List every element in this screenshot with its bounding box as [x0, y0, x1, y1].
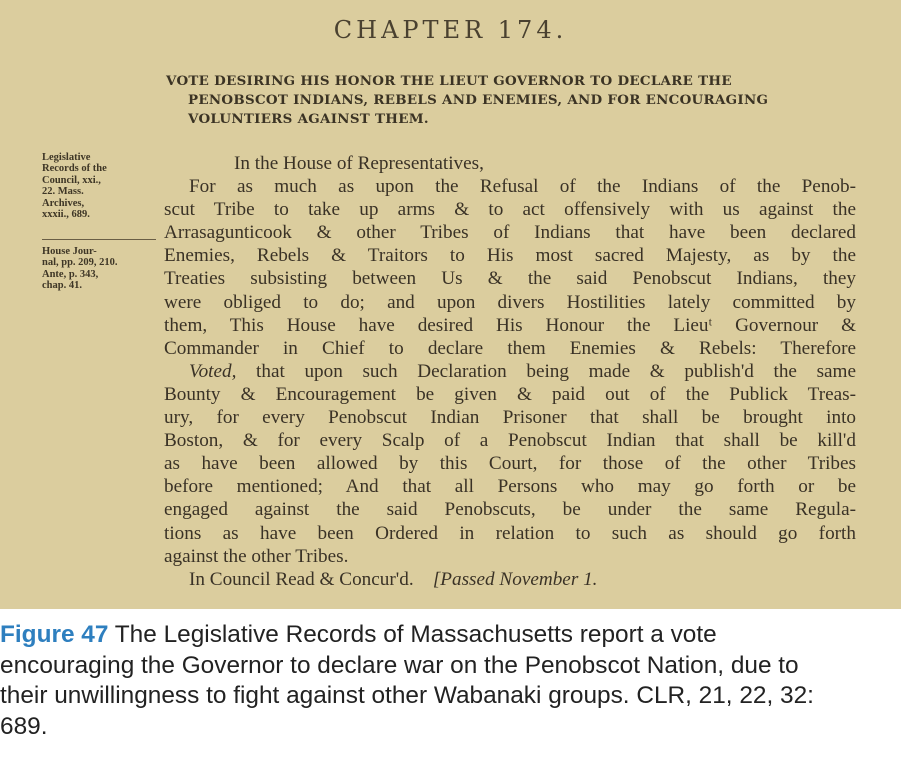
body-line: Boston, & for every Scalp of a Penobscut Indian that shall be kill'd [164, 430, 856, 452]
body-line: were obliged to do; and upon divers Hostilities lately committed by [164, 291, 856, 313]
marginal-note-line: Ante, p. 343, [42, 268, 99, 280]
body-line: Arrasagunticook & other Tribes of Indians that have been declared [164, 222, 856, 244]
body-line: In the House of Representatives, [234, 153, 484, 174]
caption-line: their unwillingness to fight against other Wabanaki groups. CLR, 21, 22, 32: [0, 682, 814, 709]
caption-line: encouraging the Governor to declare war on the Penobscot Nation, due to [0, 651, 799, 679]
marginal-note-line: Legislative [42, 152, 91, 163]
council-line [164, 568, 856, 591]
council-text: In Council Read & Concur'd. [189, 568, 414, 590]
body-line: For as much as upon the Refusal of the Indians of the Penob- [189, 176, 856, 198]
marginal-note-line: Archives, [42, 197, 85, 209]
figure-caption [0, 620, 901, 742]
passed-date: [Passed November 1. [432, 568, 598, 590]
caption-line-text: The Legislative Records of Massachusetts report a vote [108, 621, 717, 648]
body-line: before mentioned; And that all Persons who may go forth or be [164, 476, 856, 498]
marginal-note-line: chap. 41. [42, 280, 82, 292]
body-line: scut Tribe to take up arms & to act offensively with us against the [164, 199, 856, 221]
voted-word: Voted, [189, 360, 237, 382]
chapter-heading [166, 72, 856, 129]
body-line: Enemies, Rebels & Traitors to His most sacred Majesty, as by the [164, 245, 856, 267]
marginal-divider [42, 239, 156, 240]
marginal-note-records [42, 152, 156, 220]
heading-line: PENOBSCOT INDIANS, REBELS AND ENEMIES, AND FOR ENCOURAGING [188, 92, 769, 108]
body-line: tions as have been Ordered in relation to such as should go forth [164, 522, 856, 544]
marginal-note-line: House Jour- [42, 246, 97, 257]
body-line: as have been allowed by this Court, for those of the other Tribes [164, 453, 856, 475]
body-line: ury, for every Penobscut Indian Prisoner that shall be brought into [164, 407, 856, 429]
marginal-note-line: 22. Mass. [42, 186, 84, 198]
marginal-note-line: xxxii., 689. [42, 209, 90, 221]
heading-line: VOTE DESIRING HIS HONOR THE LIEUT GOVERNOR TO DECLARE THE [166, 73, 732, 89]
body-line: against the other Tribes. [164, 545, 349, 567]
body-line: Bounty & Encouragement be given & paid out of the Publick Treas- [164, 383, 856, 405]
chapter-title: CHAPTER 174. [333, 16, 568, 44]
body-line: engaged against the said Penobscuts, be under the same Regula- [164, 499, 856, 521]
figure-label: Figure 47 [0, 621, 109, 648]
body-line: Treaties subsisting between Us & the said Penobscut Indians, they [164, 268, 856, 290]
marginal-note-line: Records of the [42, 163, 107, 175]
body-line: Commander in Chief to declare them Enemies & Rebels: Therefore [164, 337, 856, 359]
heading-line: VOLUNTIERS AGAINST THEM. [188, 111, 429, 127]
record-body-text [164, 152, 856, 591]
body-line: them, This House have desired His Honour the Lieuᵗ Governour & [164, 314, 856, 336]
voted-line-rest: that upon such Declaration being made & publish'd the same [236, 360, 856, 382]
marginal-note-journal [42, 246, 156, 292]
caption-line [0, 620, 901, 651]
marginal-note-line: Council, xxi., [42, 174, 101, 186]
marginal-note-line: nal, pp. 209, 210. [42, 257, 118, 269]
voted-line [164, 360, 856, 383]
caption-line: 689. [0, 712, 48, 740]
